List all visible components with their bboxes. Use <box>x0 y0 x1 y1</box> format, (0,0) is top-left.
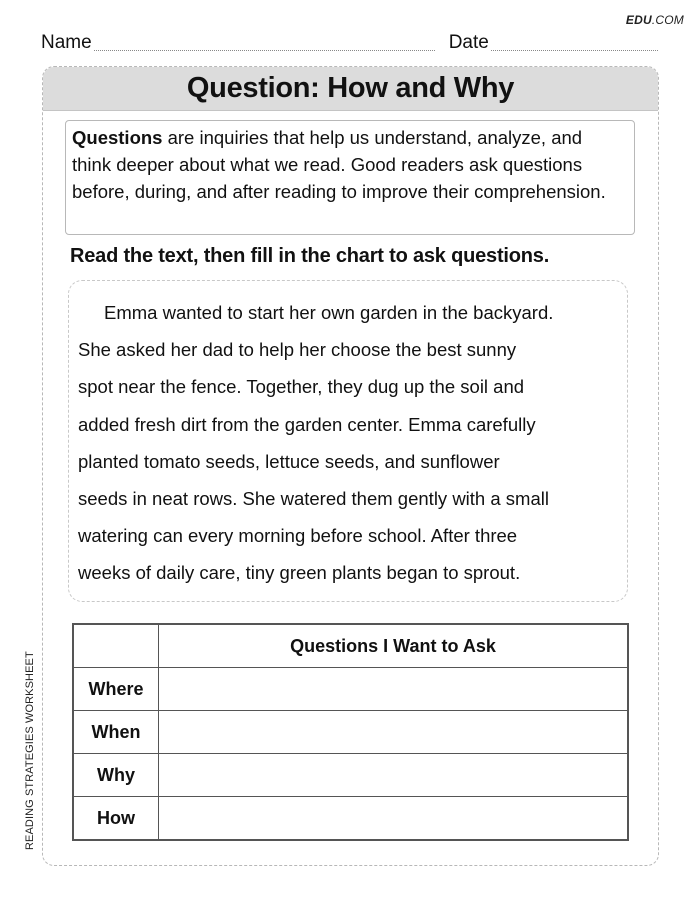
definition-text: are inquiries that help us understand, analyze, and think deeper about what we read. Good readers ask questions before, during, and after reading to improve their comprehension. <box>72 127 606 202</box>
reading-passage <box>68 280 628 602</box>
date-label: Date <box>448 32 489 53</box>
chart-header: Questions I Want to Ask <box>159 624 629 668</box>
brand-logo <box>626 13 684 27</box>
name-label: Name <box>41 32 92 53</box>
answer-cell-when[interactable] <box>159 711 629 754</box>
answer-cell-why[interactable] <box>159 754 629 797</box>
chart-corner-cell <box>73 624 159 668</box>
name-field[interactable] <box>94 49 435 51</box>
instruction-text: Read the text, then fill in the chart to ask questions. <box>70 245 550 267</box>
chart-row-where <box>73 668 628 711</box>
passage-line: added fresh dirt from the garden center. Emma carefully <box>78 413 536 435</box>
answer-cell-how[interactable] <box>159 797 629 841</box>
definition-box <box>65 120 635 235</box>
date-field[interactable] <box>491 49 658 51</box>
chart-header-row <box>73 624 628 668</box>
passage-line: weeks of daily care, tiny green plants began to sprout. <box>78 562 521 584</box>
passage-line: watering can every morning before school. After three <box>78 525 518 547</box>
name-date-row <box>41 30 658 54</box>
answer-cell-where[interactable] <box>159 668 629 711</box>
definition-term: Questions <box>72 127 163 148</box>
worksheet-card <box>42 66 659 866</box>
passage-line: planted tomato seeds, lettuce seeds, and sunflower <box>78 450 500 472</box>
worksheet-title: Question: How and Why <box>186 72 515 104</box>
brand-logo-suffix: .COM <box>651 13 684 27</box>
row-label-why: Why <box>73 754 159 797</box>
chart-row-how <box>73 797 628 841</box>
row-label-how: How <box>73 797 159 841</box>
chart-row-why <box>73 754 628 797</box>
questions-chart <box>72 623 629 841</box>
chart-row-when <box>73 711 628 754</box>
passage-line: She asked her dad to help her choose the best sunny <box>78 339 517 361</box>
row-label-when: When <box>73 711 159 754</box>
row-label-where: Where <box>73 668 159 711</box>
side-label: READING STRATEGIES WORKSHEET <box>24 651 36 850</box>
passage-line: Emma wanted to start her own garden in the backyard. <box>104 302 554 323</box>
passage-line: spot near the fence. Together, they dug up the soil and <box>78 376 525 398</box>
brand-logo-bold: EDU <box>625 13 652 27</box>
worksheet-header <box>43 67 658 111</box>
passage-line: seeds in neat rows. She watered them gently with a small <box>78 488 549 510</box>
